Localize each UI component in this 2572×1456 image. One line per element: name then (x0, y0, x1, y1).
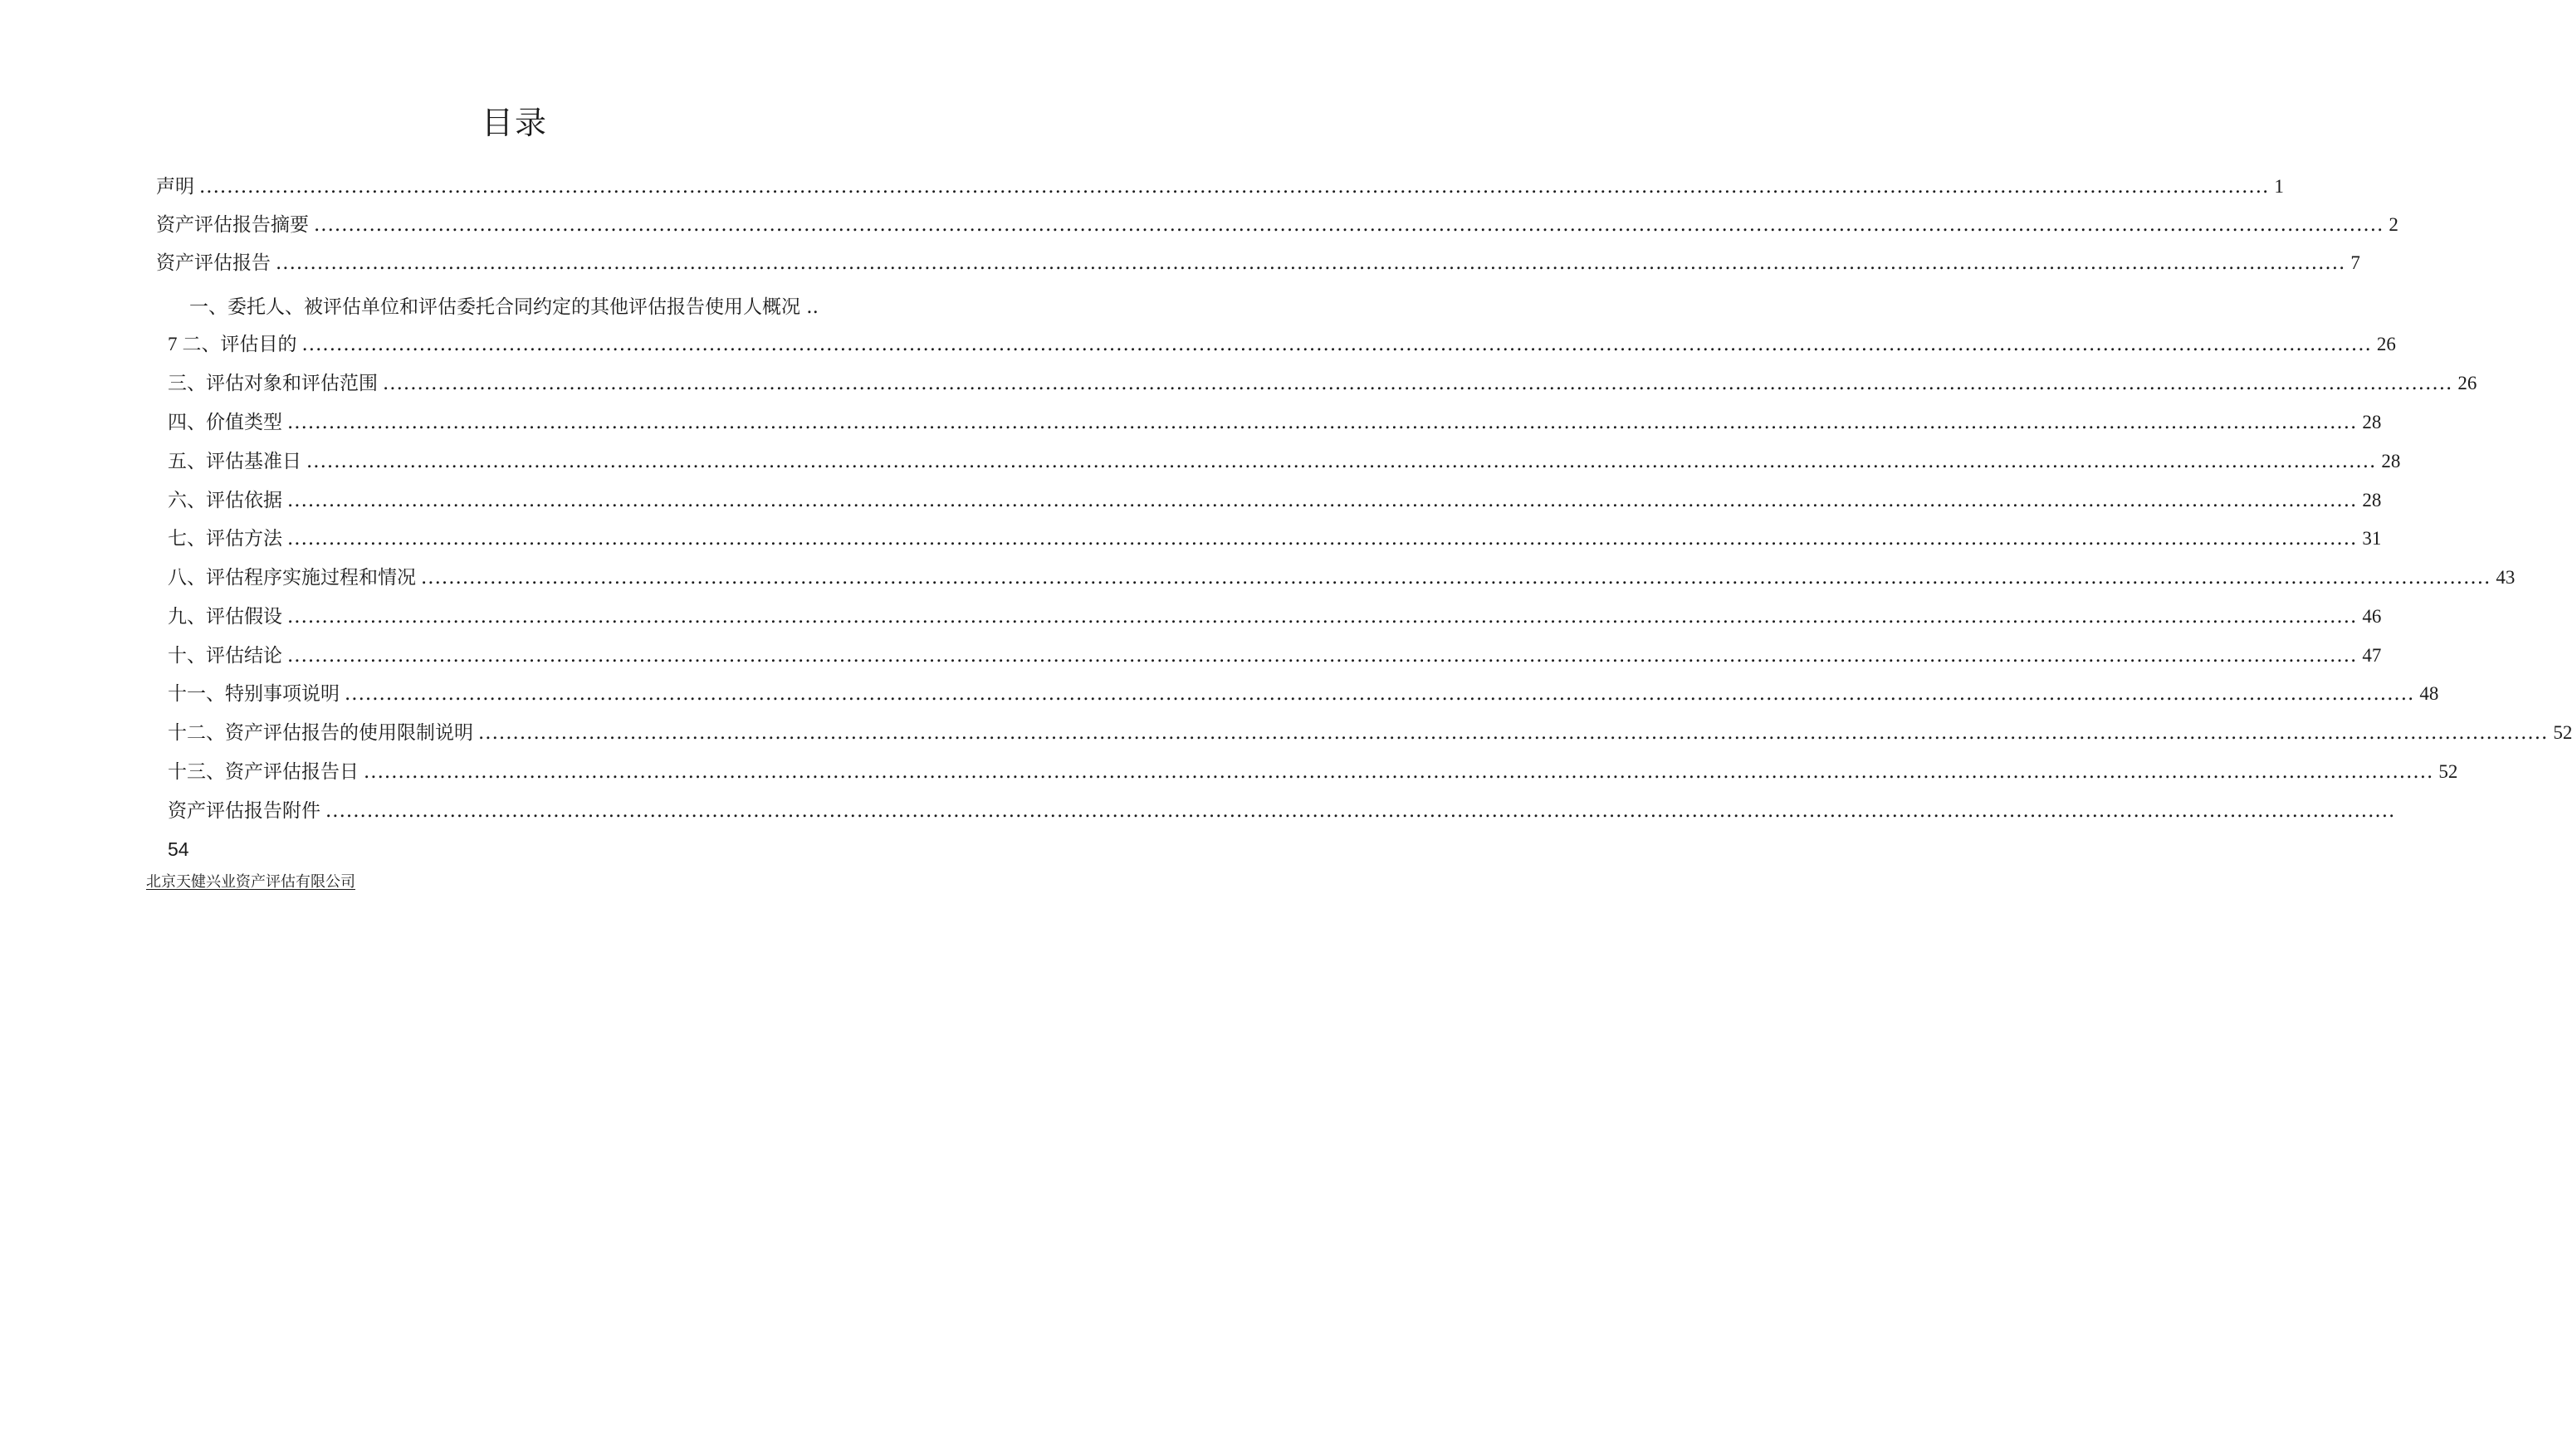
toc-label: 二、评估目的 (182, 334, 297, 355)
footer-company-name: 北京天健兴业资产评估有限公司 (146, 873, 355, 891)
toc-entry-item7[interactable] (168, 525, 2382, 553)
page-title: 目录 (481, 105, 548, 141)
toc-page-number: 1 (2274, 176, 2284, 197)
toc-page-number: 7 (2350, 252, 2360, 273)
toc-leader-dots: ............................................................................................................................................................................................................................................................................................................ (383, 373, 2453, 394)
toc-label: 四、价值类型 (168, 412, 282, 433)
toc-leader-dots: ............................................................................................................................................................................................................................................................................................................ (287, 645, 2358, 667)
toc-leader-dots: ............................................................................................................................................................................................................................................................................................................ (364, 761, 2434, 783)
toc-label: 资产评估报告附件 (168, 800, 320, 822)
toc-leader-dots: ............................................................................................................................................................................................................................................................................................................ (276, 252, 2346, 274)
toc-leader-dots: ............................................................................................................................................................................................................................................................................................................ (325, 800, 2396, 822)
toc-leader-dots: ............................................................................................................................................................................................................................................................................................................ (478, 722, 2549, 744)
toc-label: 十、评估结论 (168, 645, 282, 667)
toc-leader-dots: ............................................................................................................................................................................................................................................................................................................ (287, 490, 2358, 511)
toc-leader-dots: ............................................................................................................................................................................................................................................................................................................ (287, 606, 2358, 628)
toc-page-number: 31 (2362, 528, 2382, 549)
toc-leader-dots: ............................................................................................................................................................................................................................................................................................................ (199, 176, 2270, 198)
toc-leader-dots: ............................................................................................................................................................................................................................................................................................................ (314, 214, 2384, 236)
toc-label: 八、评估程序实施过程和情况 (168, 567, 416, 589)
toc-entry-item9[interactable] (168, 603, 2382, 631)
toc-label: 三、评估对象和评估范围 (168, 373, 378, 394)
toc-entry-baogao[interactable] (156, 249, 2360, 277)
toc-page-number: 48 (2419, 683, 2439, 704)
toc-entry-item4[interactable] (168, 408, 2382, 437)
toc-entry-item5[interactable] (168, 447, 2401, 476)
toc-leader-dots: ............................................................................................................................................................................................................................................................................................................ (287, 412, 2358, 433)
toc-entry-shengming[interactable] (156, 173, 2284, 201)
toc-leader-dots: ............................................................................................................................................................................................................................................................................................................ (306, 451, 2377, 472)
toc-page-number: 2 (2389, 214, 2398, 235)
toc-page-number: 28 (2362, 490, 2382, 511)
toc-entry-item13[interactable] (168, 758, 2458, 786)
toc-label: 声明 (156, 176, 194, 198)
toc-page-number: 26 (2457, 373, 2477, 393)
toc-entry-item1-line1[interactable]: 一、委托人、被评估单位和评估委托合同约定的其他评估报告使用人概况 .. (189, 296, 819, 318)
toc-entry-item12[interactable] (168, 719, 2572, 747)
toc-leader-dots: ............................................................................................................................................................................................................................................................................................................ (301, 334, 2372, 355)
toc-label: 资产评估报告 (156, 252, 271, 274)
toc-label: 五、评估基准日 (168, 451, 301, 472)
toc-page-number: 46 (2362, 606, 2382, 627)
toc-leader-dots: ............................................................................................................................................................................................................................................................................................................ (287, 528, 2358, 550)
toc-entry-item10[interactable] (168, 642, 2382, 670)
toc-leader-dots: ............................................................................................................................................................................................................................................................................................................ (345, 683, 2415, 705)
toc-label: 七、评估方法 (168, 528, 282, 550)
toc-entry-fujian[interactable] (168, 797, 2396, 825)
toc-page-number: 28 (2362, 412, 2382, 432)
toc-entry-zhaiyao[interactable] (156, 211, 2398, 239)
toc-fujian-page-number: 54 (168, 838, 189, 860)
toc-page-number: 47 (2362, 645, 2382, 666)
toc-entry-item11[interactable] (168, 680, 2439, 708)
toc-page-number: 52 (2553, 722, 2572, 743)
toc-label: 资产评估报告摘要 (156, 214, 309, 236)
toc-page-number: 43 (2496, 567, 2516, 588)
toc-page-number: 52 (2438, 761, 2458, 782)
toc-page-number: 28 (2381, 451, 2401, 471)
toc-leader-dots: ............................................................................................................................................................................................................................................................................................................ (421, 567, 2491, 589)
toc-entry-item8[interactable] (168, 564, 2516, 592)
toc-label: 九、评估假设 (168, 606, 282, 628)
toc-entry-item6[interactable] (168, 486, 2382, 515)
toc-entry-item3[interactable] (168, 369, 2477, 398)
toc-label: 十三、资产评估报告日 (168, 761, 359, 783)
toc-entry-item2[interactable] (168, 330, 2396, 359)
toc-item1-page-number: 7 (168, 334, 178, 354)
toc-label: 六、评估依据 (168, 490, 282, 511)
toc-label: 十一、特别事项说明 (168, 683, 340, 705)
toc-label: 十二、资产评估报告的使用限制说明 (168, 722, 473, 744)
toc-page-number: 26 (2376, 334, 2396, 354)
